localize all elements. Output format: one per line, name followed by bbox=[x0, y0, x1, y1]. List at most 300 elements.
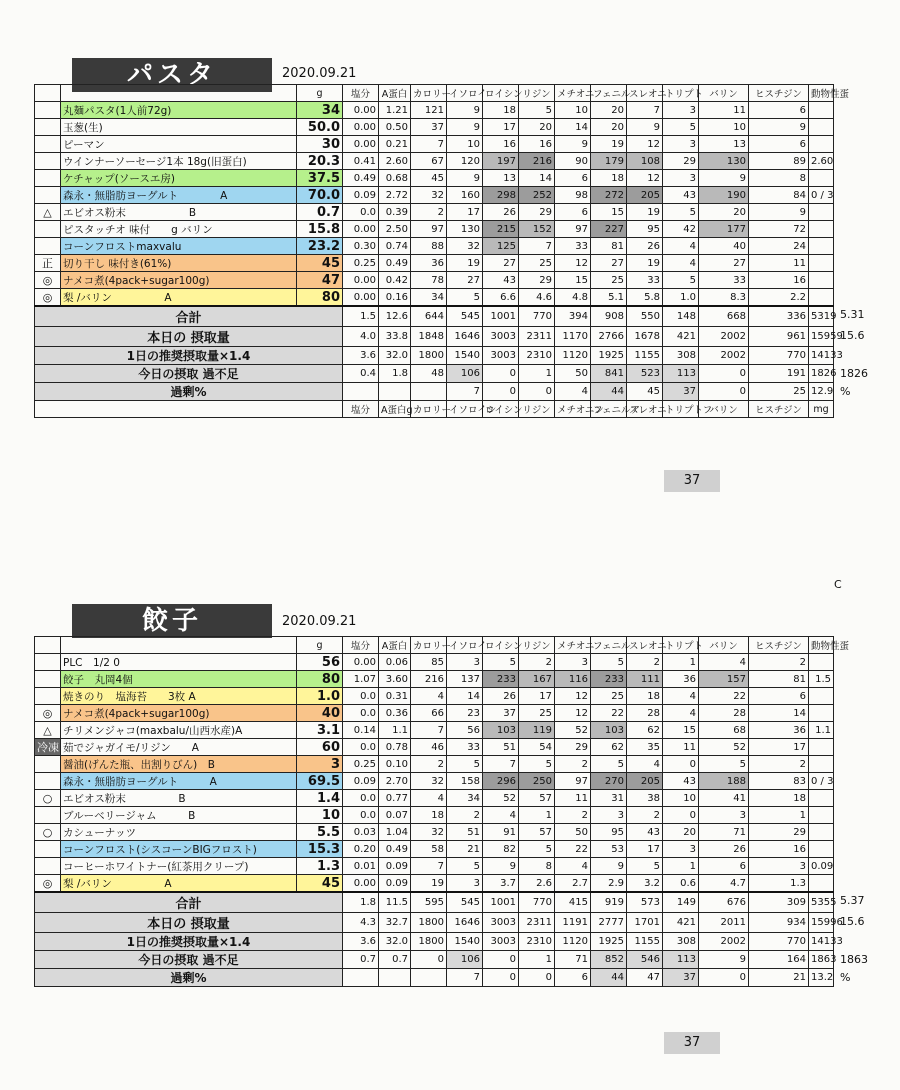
value-cell: 0.09 bbox=[379, 858, 411, 875]
row-mark bbox=[35, 187, 61, 204]
value-cell: 179 bbox=[591, 153, 627, 170]
summary-value: 1540 bbox=[447, 347, 483, 365]
footer-cell: フェニルア bbox=[591, 401, 627, 418]
summary-value: 1848 bbox=[411, 327, 447, 347]
row-mark bbox=[35, 841, 61, 858]
summary-value: 934 bbox=[749, 913, 809, 933]
value-cell: 43 bbox=[483, 272, 519, 289]
summary-value: 48 bbox=[411, 365, 447, 383]
row-mark bbox=[35, 671, 61, 688]
animal-protein-cell: 1.1 bbox=[809, 722, 834, 739]
value-cell: 4 bbox=[411, 688, 447, 705]
food-grams: 80 bbox=[297, 671, 343, 688]
summary-value: 37 bbox=[663, 969, 699, 987]
row-mark bbox=[35, 756, 61, 773]
value-cell: 3 bbox=[663, 136, 699, 153]
value-cell: 36 bbox=[411, 255, 447, 272]
value-cell: 4 bbox=[663, 705, 699, 722]
value-cell: 11 bbox=[699, 102, 749, 119]
header-name bbox=[61, 637, 297, 654]
value-cell: 4 bbox=[663, 255, 699, 272]
animal-protein-cell bbox=[809, 170, 834, 187]
summary-row bbox=[35, 327, 834, 347]
food-row bbox=[35, 688, 834, 705]
header-cell: リジン bbox=[519, 85, 555, 102]
summary-value: 0.7 bbox=[379, 951, 411, 969]
animal-protein-cell bbox=[809, 272, 834, 289]
value-cell: 2 bbox=[447, 807, 483, 824]
doc2-corner-mark: C bbox=[834, 578, 842, 591]
value-cell: 42 bbox=[663, 221, 699, 238]
value-cell: 5 bbox=[483, 654, 519, 671]
value-cell: 0.74 bbox=[379, 238, 411, 255]
summary-label: 本日の 摂取量 bbox=[35, 913, 343, 933]
food-grams: 69.5 bbox=[297, 773, 343, 790]
summary-value: 1155 bbox=[627, 347, 663, 365]
header-cell: リジン bbox=[519, 637, 555, 654]
value-cell: 89 bbox=[749, 153, 809, 170]
summary-value: 1120 bbox=[555, 933, 591, 951]
summary-label: 1日の推奨摂取量×1.4 bbox=[35, 347, 343, 365]
summary-value: 1800 bbox=[411, 913, 447, 933]
summary-value: 1.8 bbox=[343, 892, 379, 913]
header-cell: バリン bbox=[699, 85, 749, 102]
summary-value: 2311 bbox=[519, 913, 555, 933]
summary-value: 1925 bbox=[591, 347, 627, 365]
summary-label: 合計 bbox=[35, 892, 343, 913]
doc1-title: パスタ bbox=[72, 58, 272, 92]
doc2-date: 2020.09.21 bbox=[282, 614, 357, 629]
summary-value: 4.3 bbox=[343, 913, 379, 933]
value-cell: 46 bbox=[411, 739, 447, 756]
value-cell: 18 bbox=[749, 790, 809, 807]
row-mark: ○ bbox=[35, 824, 61, 841]
row-mark: ◎ bbox=[35, 289, 61, 307]
value-cell: 24 bbox=[749, 238, 809, 255]
value-cell: 2 bbox=[627, 654, 663, 671]
food-row bbox=[35, 136, 834, 153]
row-mark bbox=[35, 102, 61, 119]
food-name: ピスタッチオ 味付 g バリン bbox=[61, 221, 297, 238]
value-cell: 6 bbox=[749, 688, 809, 705]
value-cell: 0.16 bbox=[379, 289, 411, 307]
header-row bbox=[35, 85, 834, 102]
value-cell: 10 bbox=[555, 102, 591, 119]
animal-protein-cell bbox=[809, 289, 834, 307]
summary-value: 550 bbox=[627, 306, 663, 327]
food-name: 醤油(げんた瓶、出割りびん) B bbox=[61, 756, 297, 773]
summary-value bbox=[379, 969, 411, 987]
value-cell: 0 bbox=[663, 756, 699, 773]
value-cell: 6 bbox=[749, 102, 809, 119]
food-row bbox=[35, 153, 834, 170]
value-cell: 137 bbox=[447, 671, 483, 688]
value-cell: 3.7 bbox=[483, 875, 519, 893]
value-cell: 0.00 bbox=[343, 289, 379, 307]
value-cell: 5.1 bbox=[591, 289, 627, 307]
value-cell: 0.41 bbox=[343, 153, 379, 170]
header-cell: イソロイ bbox=[447, 637, 483, 654]
summary-value: 0 bbox=[699, 969, 749, 987]
value-cell: 0.14 bbox=[343, 722, 379, 739]
row-mark bbox=[35, 170, 61, 187]
value-cell: 0.10 bbox=[379, 756, 411, 773]
summary-value: 33.8 bbox=[379, 327, 411, 347]
value-cell: 270 bbox=[591, 773, 627, 790]
summary-value: 1701 bbox=[627, 913, 663, 933]
value-cell: 19 bbox=[411, 875, 447, 893]
summary-value: 1001 bbox=[483, 306, 519, 327]
header-cell: g bbox=[297, 85, 343, 102]
value-cell: 7 bbox=[519, 238, 555, 255]
summary-value bbox=[343, 383, 379, 401]
food-name: ナメコ煮(4pack+sugar100g) bbox=[61, 272, 297, 289]
header-name bbox=[61, 85, 297, 102]
value-cell: 98 bbox=[555, 187, 591, 204]
value-cell: 45 bbox=[411, 170, 447, 187]
summary-value: 668 bbox=[699, 306, 749, 327]
value-cell: 14 bbox=[749, 705, 809, 722]
animal-protein-cell bbox=[809, 204, 834, 221]
value-cell: 103 bbox=[591, 722, 627, 739]
summary-label: 1日の推奨摂取量×1.4 bbox=[35, 933, 343, 951]
food-name: コーンフロスト(シスコーンBIGフロスト) bbox=[61, 841, 297, 858]
value-cell: 40 bbox=[699, 238, 749, 255]
value-cell: 0.06 bbox=[379, 654, 411, 671]
value-cell: 11 bbox=[663, 739, 699, 756]
food-grams: 45 bbox=[297, 255, 343, 272]
footer-cell: mg bbox=[809, 401, 834, 418]
value-cell: 26 bbox=[483, 688, 519, 705]
header-cell: スレオニ bbox=[627, 637, 663, 654]
animal-protein-cell: 2.60 bbox=[809, 153, 834, 170]
food-row bbox=[35, 773, 834, 790]
summary-value: 32.7 bbox=[379, 913, 411, 933]
value-cell: 26 bbox=[483, 204, 519, 221]
food-row bbox=[35, 705, 834, 722]
value-cell: 8.3 bbox=[699, 289, 749, 307]
summary-extra: 14133 bbox=[809, 933, 834, 951]
value-cell: 37 bbox=[483, 705, 519, 722]
summary-value: 4 bbox=[555, 383, 591, 401]
summary-row bbox=[35, 913, 834, 933]
value-cell: 2 bbox=[519, 654, 555, 671]
value-cell: 3 bbox=[591, 807, 627, 824]
food-name: 焼きのり 塩海苔 3枚 A bbox=[61, 688, 297, 705]
row-mark bbox=[35, 773, 61, 790]
value-cell: 52 bbox=[483, 790, 519, 807]
summary-value: 0 bbox=[519, 969, 555, 987]
value-cell: 19 bbox=[627, 255, 663, 272]
footer-cell: メチオニン bbox=[555, 401, 591, 418]
row-mark: △ bbox=[35, 722, 61, 739]
summary-value: 32.0 bbox=[379, 933, 411, 951]
summary-outside-value: 15.6 bbox=[840, 914, 865, 928]
header-cell: ロイシン bbox=[483, 637, 519, 654]
summary-value: 3.6 bbox=[343, 347, 379, 365]
value-cell: 2 bbox=[627, 807, 663, 824]
value-cell: 32 bbox=[447, 238, 483, 255]
summary-value: 4.0 bbox=[343, 327, 379, 347]
value-cell: 130 bbox=[699, 153, 749, 170]
summary-value: 44 bbox=[591, 383, 627, 401]
value-cell: 3 bbox=[749, 858, 809, 875]
value-cell: 14 bbox=[555, 119, 591, 136]
value-cell: 36 bbox=[663, 671, 699, 688]
value-cell: 88 bbox=[411, 238, 447, 255]
summary-value: 1155 bbox=[627, 933, 663, 951]
row-mark bbox=[35, 136, 61, 153]
food-row bbox=[35, 255, 834, 272]
food-name: 森永・無脂肪ヨーグルト A bbox=[61, 187, 297, 204]
value-cell: 29 bbox=[519, 204, 555, 221]
food-name: 茹でジャガイモ/リジン A bbox=[61, 739, 297, 756]
value-cell: 32 bbox=[411, 773, 447, 790]
value-cell: 1.21 bbox=[379, 102, 411, 119]
value-cell: 68 bbox=[699, 722, 749, 739]
value-cell: 0.78 bbox=[379, 739, 411, 756]
summary-value: 7 bbox=[447, 969, 483, 987]
header-cell: A蛋白 bbox=[379, 85, 411, 102]
animal-protein-cell bbox=[809, 255, 834, 272]
value-cell: 233 bbox=[483, 671, 519, 688]
value-cell: 34 bbox=[411, 289, 447, 307]
value-cell: 3 bbox=[555, 654, 591, 671]
value-cell: 51 bbox=[483, 739, 519, 756]
value-cell: 57 bbox=[519, 824, 555, 841]
value-cell: 17 bbox=[519, 688, 555, 705]
value-cell: 9 bbox=[749, 119, 809, 136]
value-cell: 215 bbox=[483, 221, 519, 238]
food-row bbox=[35, 204, 834, 221]
footer-cell: イソロイシ bbox=[447, 401, 483, 418]
value-cell: 26 bbox=[699, 841, 749, 858]
summary-extra: 15959 bbox=[809, 327, 834, 347]
summary-value: 6 bbox=[555, 969, 591, 987]
food-row bbox=[35, 221, 834, 238]
summary-row bbox=[35, 969, 834, 987]
food-row bbox=[35, 238, 834, 255]
value-cell: 272 bbox=[591, 187, 627, 204]
value-cell: 2.60 bbox=[379, 153, 411, 170]
value-cell: 2.2 bbox=[749, 289, 809, 307]
food-row bbox=[35, 807, 834, 824]
summary-value: 0 bbox=[483, 365, 519, 383]
value-cell: 35 bbox=[627, 739, 663, 756]
summary-row bbox=[35, 383, 834, 401]
value-cell: 5.8 bbox=[627, 289, 663, 307]
value-cell: 12 bbox=[627, 136, 663, 153]
row-mark bbox=[35, 654, 61, 671]
value-cell: 3 bbox=[447, 654, 483, 671]
value-cell: 14 bbox=[519, 170, 555, 187]
value-cell: 152 bbox=[519, 221, 555, 238]
summary-value: 415 bbox=[555, 892, 591, 913]
food-row bbox=[35, 119, 834, 136]
summary-value: 1800 bbox=[411, 933, 447, 951]
header-cell: カロリー bbox=[411, 637, 447, 654]
value-cell: 7 bbox=[411, 136, 447, 153]
food-row bbox=[35, 756, 834, 773]
value-cell: 97 bbox=[411, 221, 447, 238]
summary-value: 1678 bbox=[627, 327, 663, 347]
food-grams: 37.5 bbox=[297, 170, 343, 187]
value-cell: 72 bbox=[749, 221, 809, 238]
summary-value: 644 bbox=[411, 306, 447, 327]
value-cell: 11 bbox=[749, 255, 809, 272]
value-cell: 2.72 bbox=[379, 187, 411, 204]
food-row bbox=[35, 790, 834, 807]
value-cell: 2.7 bbox=[555, 875, 591, 893]
summary-value: 47 bbox=[627, 969, 663, 987]
value-cell: 3 bbox=[663, 102, 699, 119]
header-side: 動物性蛋 bbox=[809, 637, 834, 654]
value-cell: 1.1 bbox=[379, 722, 411, 739]
value-cell: 20 bbox=[519, 119, 555, 136]
summary-value: 0 bbox=[483, 969, 519, 987]
value-cell: 1 bbox=[749, 807, 809, 824]
value-cell: 0.0 bbox=[343, 204, 379, 221]
summary-value: 1 bbox=[519, 951, 555, 969]
summary-outside-value: 5.37 bbox=[840, 894, 865, 907]
summary-value: 3003 bbox=[483, 347, 519, 365]
summary-value: 148 bbox=[663, 306, 699, 327]
summary-outside-value: 15.6 bbox=[840, 328, 865, 342]
summary-value bbox=[379, 383, 411, 401]
summary-outside-value: 1863 bbox=[840, 952, 868, 966]
footer-cell: スレオニ bbox=[627, 401, 663, 418]
food-grams: 40 bbox=[297, 705, 343, 722]
summary-outside-value: 1826 bbox=[840, 366, 868, 380]
header-cell: 塩分 bbox=[343, 85, 379, 102]
row-mark bbox=[35, 238, 61, 255]
animal-protein-cell bbox=[809, 654, 834, 671]
row-mark bbox=[35, 688, 61, 705]
summary-value: 1646 bbox=[447, 913, 483, 933]
value-cell: 2.9 bbox=[591, 875, 627, 893]
value-cell: 0.77 bbox=[379, 790, 411, 807]
value-cell: 8 bbox=[749, 170, 809, 187]
summary-value: 841 bbox=[591, 365, 627, 383]
value-cell: 19 bbox=[447, 255, 483, 272]
summary-value: 0.4 bbox=[343, 365, 379, 383]
value-cell: 5 bbox=[447, 289, 483, 307]
value-cell: 9 bbox=[555, 136, 591, 153]
summary-row bbox=[35, 306, 834, 327]
row-mark: 正 bbox=[35, 255, 61, 272]
value-cell: 0 bbox=[663, 807, 699, 824]
header-cell: フェニル bbox=[591, 85, 627, 102]
value-cell: 18 bbox=[627, 688, 663, 705]
value-cell: 29 bbox=[519, 272, 555, 289]
value-cell: 0.09 bbox=[343, 187, 379, 204]
value-cell: 1.3 bbox=[749, 875, 809, 893]
food-grams: 15.3 bbox=[297, 841, 343, 858]
value-cell: 0.50 bbox=[379, 119, 411, 136]
value-cell: 17 bbox=[749, 739, 809, 756]
summary-value: 1646 bbox=[447, 327, 483, 347]
value-cell: 19 bbox=[591, 136, 627, 153]
summary-value: 106 bbox=[447, 951, 483, 969]
header-mark bbox=[35, 637, 61, 654]
food-row bbox=[35, 671, 834, 688]
value-cell: 0.00 bbox=[343, 272, 379, 289]
summary-value: 191 bbox=[749, 365, 809, 383]
value-cell: 5 bbox=[519, 756, 555, 773]
value-cell: 4 bbox=[663, 238, 699, 255]
summary-outside-value: 5.31 bbox=[840, 308, 865, 321]
value-cell: 58 bbox=[411, 841, 447, 858]
value-cell: 0.0 bbox=[343, 688, 379, 705]
animal-protein-cell bbox=[809, 824, 834, 841]
value-cell: 33 bbox=[627, 272, 663, 289]
value-cell: 233 bbox=[591, 671, 627, 688]
row-mark bbox=[35, 221, 61, 238]
value-cell: 0.01 bbox=[343, 858, 379, 875]
animal-protein-cell bbox=[809, 875, 834, 893]
value-cell: 43 bbox=[627, 824, 663, 841]
summary-value: 2311 bbox=[519, 327, 555, 347]
footer-cell: リジン bbox=[519, 401, 555, 418]
food-name: カシューナッツ bbox=[61, 824, 297, 841]
summary-value: 770 bbox=[519, 892, 555, 913]
value-cell: 12 bbox=[555, 255, 591, 272]
animal-protein-cell bbox=[809, 841, 834, 858]
value-cell: 9 bbox=[447, 119, 483, 136]
summary-extra: 12.9 bbox=[809, 383, 834, 401]
doc2-table bbox=[34, 636, 850, 987]
summary-value: 421 bbox=[663, 327, 699, 347]
summary-row bbox=[35, 892, 834, 913]
food-row bbox=[35, 102, 834, 119]
row-mark: 冷凍 bbox=[35, 739, 61, 756]
value-cell: 91 bbox=[483, 824, 519, 841]
summary-value: 0.7 bbox=[343, 951, 379, 969]
value-cell: 10 bbox=[699, 119, 749, 136]
header-cell: メチオニ bbox=[555, 85, 591, 102]
food-name: コーヒーホワイトナー(紅茶用クリープ) bbox=[61, 858, 297, 875]
value-cell: 29 bbox=[663, 153, 699, 170]
value-cell: 84 bbox=[749, 187, 809, 204]
summary-value: 421 bbox=[663, 913, 699, 933]
animal-protein-cell bbox=[809, 705, 834, 722]
food-row bbox=[35, 841, 834, 858]
summary-value: 149 bbox=[663, 892, 699, 913]
summary-label: 過剰% bbox=[35, 969, 343, 987]
food-name: PLC 1/2 0 bbox=[61, 654, 297, 671]
value-cell: 108 bbox=[627, 153, 663, 170]
value-cell: 13 bbox=[483, 170, 519, 187]
food-name: ケチャップ(ソースエ房) bbox=[61, 170, 297, 187]
food-row bbox=[35, 739, 834, 756]
summary-value: 309 bbox=[749, 892, 809, 913]
value-cell: 4 bbox=[411, 790, 447, 807]
summary-value: 770 bbox=[519, 306, 555, 327]
value-cell: 0.49 bbox=[343, 170, 379, 187]
value-cell: 2 bbox=[749, 756, 809, 773]
summary-value: 3003 bbox=[483, 933, 519, 951]
summary-value: 2310 bbox=[519, 933, 555, 951]
food-grams: 45 bbox=[297, 875, 343, 893]
value-cell: 0.00 bbox=[343, 654, 379, 671]
value-cell: 26 bbox=[627, 238, 663, 255]
summary-outside-value: % bbox=[840, 384, 851, 398]
value-cell: 78 bbox=[411, 272, 447, 289]
value-cell: 6 bbox=[555, 204, 591, 221]
food-grams: 1.4 bbox=[297, 790, 343, 807]
summary-extra: 13.2 bbox=[809, 969, 834, 987]
value-cell: 17 bbox=[483, 119, 519, 136]
